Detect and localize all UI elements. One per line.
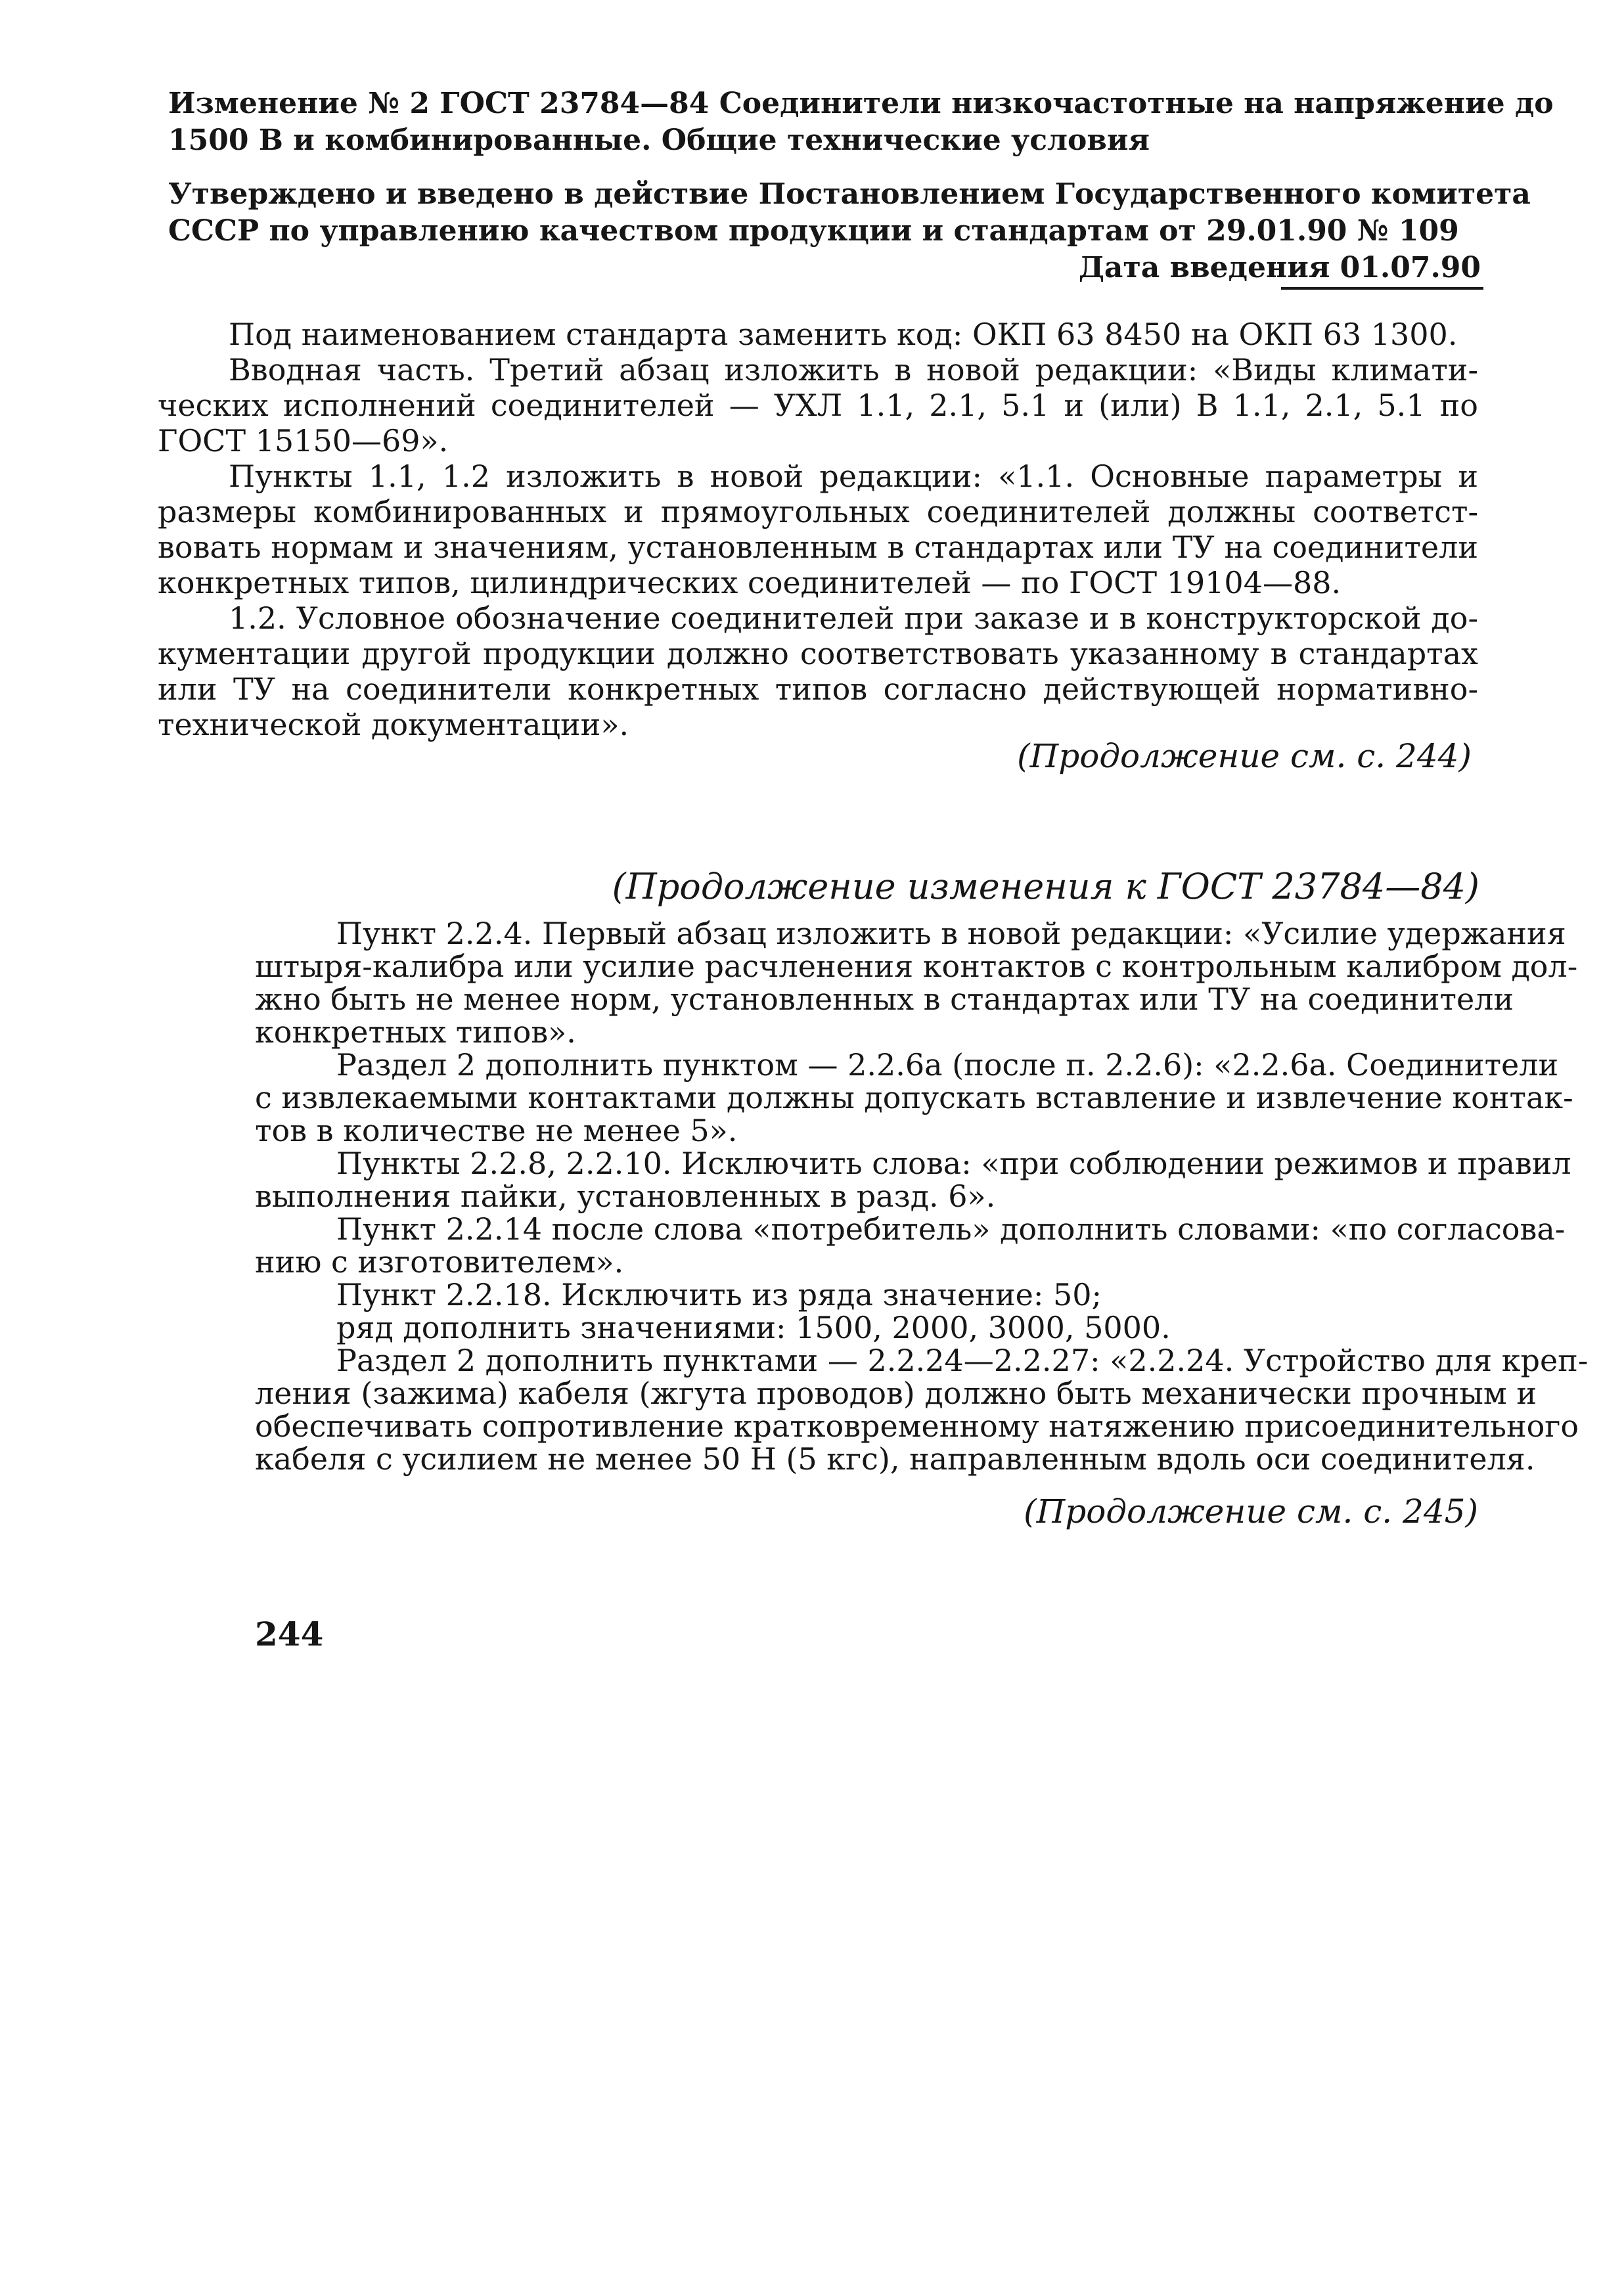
paragraph bbox=[158, 459, 1478, 600]
page-number: 244 bbox=[255, 1615, 324, 1653]
paragraph bbox=[255, 1211, 1566, 1280]
text-line: ления (зажима) кабеля (жгута проводов) должно быть механически прочным и bbox=[255, 1376, 1537, 1411]
text-line: обеспечивать сопротивление кратковременному натяжению присоединительного bbox=[255, 1408, 1579, 1444]
text-line: Раздел 2 дополнить пунктом — 2.2.6а (после п. 2.2.6): «2.2.6а. Соединители bbox=[336, 1047, 1559, 1083]
text-line: или ТУ на соединители конкретных типов согласно действующей нормативно- bbox=[158, 671, 1478, 707]
text-line: Пункты 2.2.8, 2.2.10. Исключить слова: «при соблюдении режимов и правил bbox=[336, 1146, 1571, 1181]
approval-line: СССР по управлению качеством продукции и стандартам от 29.01.90 № 109 bbox=[168, 214, 1459, 248]
text-line: конкретных типов». bbox=[255, 1014, 576, 1050]
paragraph bbox=[255, 1278, 1482, 1311]
text-line: ряд дополнить значениями: 1500, 2000, 3000, 5000. bbox=[336, 1310, 1171, 1345]
text-line: нию с изготовителем». bbox=[255, 1244, 624, 1280]
text-line: штыря-калибра или усилие расчленения контактов с контрольным калибром дол- bbox=[255, 949, 1578, 984]
text-line: технической документации». bbox=[158, 707, 629, 742]
text-line: тов в количестве не менее 5». bbox=[255, 1113, 738, 1148]
text-line: ческих исполнений соединителей — УХЛ 1.1, 2.1, 5.1 и (или) В 1.1, 2.1, 5.1 по bbox=[158, 388, 1478, 423]
change-title-line: Изменение № 2 ГОСТ 23784—84 Соединители низкочастотные на напряжение до bbox=[168, 87, 1554, 120]
approval-line: Утверждено и введено в действие Постановлением Государственного комитета bbox=[168, 177, 1531, 211]
paragraph bbox=[158, 352, 1478, 459]
change-title-line: 1500 В и комбинированные. Общие технические условия bbox=[168, 123, 1150, 157]
text-line: ГОСТ 15150—69». bbox=[158, 423, 449, 459]
text-line: кабеля с усилием не менее 50 Н (5 кгс), направленным вдоль оси соединителя. bbox=[255, 1441, 1535, 1477]
page2-body bbox=[255, 916, 1589, 1477]
date-underline bbox=[1281, 287, 1483, 290]
text-line: Пункт 2.2.18. Исключить из ряда значение: 50; bbox=[336, 1277, 1102, 1312]
paragraph bbox=[255, 1146, 1571, 1214]
text-line: вовать нормам и значениям, установленным в стандартах или ТУ на соединители bbox=[158, 529, 1478, 565]
page1-body bbox=[158, 317, 1478, 742]
text-line: Раздел 2 дополнить пунктами — 2.2.24—2.2.27: «2.2.24. Устройство для креп- bbox=[336, 1343, 1589, 1378]
text-line: конкретных типов, цилиндрических соединителей — по ГОСТ 19104—88. bbox=[158, 565, 1342, 600]
effective-date: Дата введения 01.07.90 bbox=[1078, 251, 1481, 284]
text-line: 1.2. Условное обозначение соединителей при заказе и в конструкторской до- bbox=[229, 600, 1478, 636]
text-line: кументации другой продукции должно соответствовать указанному в стандартах bbox=[158, 636, 1478, 671]
paragraph bbox=[158, 317, 1478, 352]
text-line: выполнения пайки, установленных в разд. 6». bbox=[255, 1178, 996, 1214]
text-line: Пункт 2.2.4. Первый абзац изложить в новой редакции: «Усилие удержания bbox=[336, 916, 1566, 951]
text-line: Под наименованием стандарта заменить код: ОКП 63 8450 на ОКП 63 1300. bbox=[229, 317, 1458, 352]
continued-reference: (Продолжение см. с. 245) bbox=[1024, 1492, 1478, 1531]
change-title bbox=[168, 85, 1554, 159]
text-line: с извлекаемыми контактами должны допускать вставление и извлечение контак- bbox=[255, 1080, 1573, 1115]
paragraph bbox=[255, 1343, 1589, 1477]
paragraph bbox=[158, 600, 1478, 742]
text-line: Пункт 2.2.14 после слова «потребитель» дополнить словами: «по согласова- bbox=[336, 1211, 1566, 1247]
text-line: размеры комбинированных и прямоугольных соединителей должны соответст- bbox=[158, 494, 1478, 529]
paragraph bbox=[255, 1311, 1482, 1344]
text-line: Пункты 1.1, 1.2 изложить в новой редакции: «1.1. Основные параметры и bbox=[229, 459, 1478, 494]
continuation-header: (Продолжение изменения к ГОСТ 23784—84) bbox=[612, 866, 1479, 907]
text-line: жно быть не менее норм, установленных в стандартах или ТУ на соединители bbox=[255, 981, 1514, 1017]
paragraph bbox=[255, 1047, 1573, 1148]
continued-reference: (Продолжение см. с. 244) bbox=[1017, 737, 1472, 775]
approval-text bbox=[168, 176, 1531, 286]
text-line: Вводная часть. Третий абзац изложить в новой редакции: «Виды климати- bbox=[229, 352, 1478, 388]
paragraph bbox=[255, 916, 1578, 1050]
